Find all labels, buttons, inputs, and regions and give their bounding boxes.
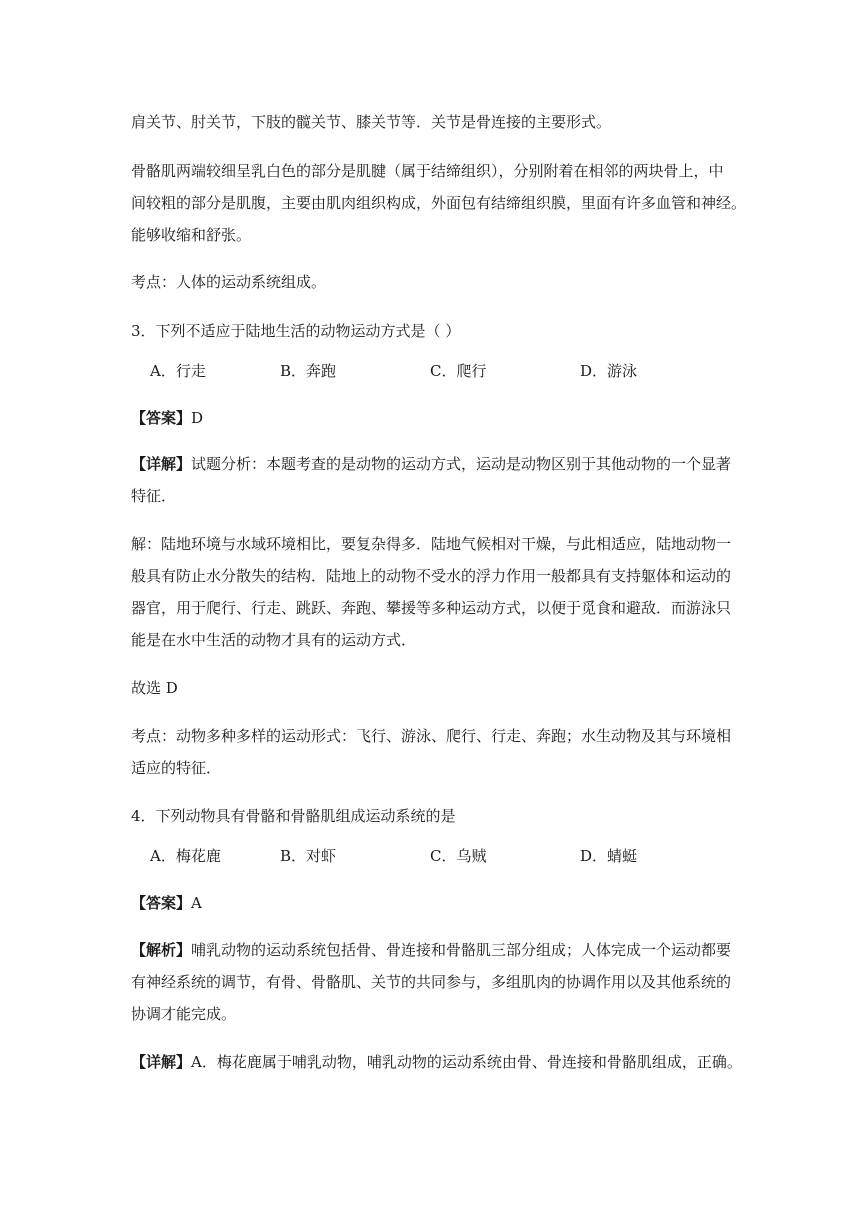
question-3-stem: 3．下列不适应于陆地生活的动物运动方式是（ ）: [131, 322, 461, 340]
q3-solution-line-4: 能是在水中生活的动物才具有的运动方式．: [131, 631, 417, 649]
q3-solution-line-1: 解：陆地环境与水域环境相比，要复杂得多．陆地气候相对干燥，与此相适应，陆地动物一: [131, 535, 732, 553]
q4-option-c: C．乌贼: [430, 847, 487, 865]
question-4-stem: 4．下列动物具有骨骼和骨骼肌组成运动系统的是: [131, 807, 456, 825]
q4-option-d: D．蜻蜓: [580, 847, 638, 865]
paragraph-muscle-line-1: 骨骼肌两端较细呈乳白色的部分是肌腱（属于结缔组织），分别附着在相邻的两块骨上，中: [131, 162, 724, 180]
q3-detail-tag: 【详解】: [131, 455, 192, 473]
knowledge-point-1: 考点：人体的运动系统组成。: [131, 273, 327, 291]
q3-answer-tag: 【答案】: [131, 409, 192, 427]
q3-option-b: B．奔跑: [280, 362, 337, 380]
q4-option-a: A．梅花鹿: [150, 847, 221, 865]
q4-answer-value: A: [191, 894, 202, 912]
q4-analysis-text: 哺乳动物的运动系统包括骨、骨连接和骨骼肌三部分组成；人体完成一个运动都要: [191, 941, 732, 959]
paragraph-muscle-line-2: 间较粗的部分是肌腹，主要由肌肉组织构成，外面包有结缔组织膜，里面有许多血管和神经。: [131, 194, 747, 212]
q3-solution-line-2: 般具有防止水分散失的结构．陆地上的动物不受水的浮力作用一般都具有支持躯体和运动的: [131, 567, 732, 585]
q4-detail-line-1: [131, 1052, 742, 1072]
q3-detail-line-1: [131, 454, 731, 474]
q3-option-c: C．爬行: [430, 362, 487, 380]
q3-answer: [131, 408, 203, 428]
q4-answer-tag: 【答案】: [131, 894, 192, 912]
q4-analysis-tag: 【解析】: [131, 941, 192, 959]
paragraph-muscle-line-3: 能够收缩和舒张。: [131, 226, 252, 244]
q3-point-line-2: 适应的特征．: [131, 759, 222, 777]
q3-option-d: D．游泳: [580, 362, 638, 380]
q4-detail-tag: 【详解】: [131, 1053, 192, 1071]
q3-detail-text: 试题分析：本题考查的是动物的运动方式，运动是动物区别于其他动物的一个显著: [191, 455, 732, 473]
q3-option-a: A．行走: [150, 362, 206, 380]
q3-solution-line-3: 器官，用于爬行、行走、跳跃、奔跑、攀援等多种运动方式，以便于觅食和避敌．而游泳只: [131, 599, 732, 617]
q4-option-b: B．对虾: [280, 847, 337, 865]
q4-analysis-line-2: 有神经系统的调节，有骨、骨骼肌、关节的共同参与，多组肌肉的协调作用以及其他系统的: [131, 973, 732, 991]
q3-point-line-1: 考点：动物多种多样的运动形式：飞行、游泳、爬行、行走、奔跑；水生动物及其与环境相: [131, 727, 732, 745]
paragraph-joints-line: 肩关节、肘关节，下肢的髋关节、膝关节等．关节是骨连接的主要形式。: [131, 113, 612, 131]
q4-analysis-line-1: [131, 940, 731, 960]
q3-detail-line-2: 特征．: [131, 487, 177, 505]
q4-detail-text: A．梅花鹿属于哺乳动物，哺乳动物的运动系统由骨、骨连接和骨骼肌组成，正确。: [191, 1053, 742, 1071]
q4-analysis-line-3: 协调才能完成。: [131, 1005, 237, 1023]
q3-choose: 故选 D: [131, 679, 178, 697]
q3-answer-value: D: [191, 409, 204, 427]
q4-answer: [131, 893, 202, 913]
